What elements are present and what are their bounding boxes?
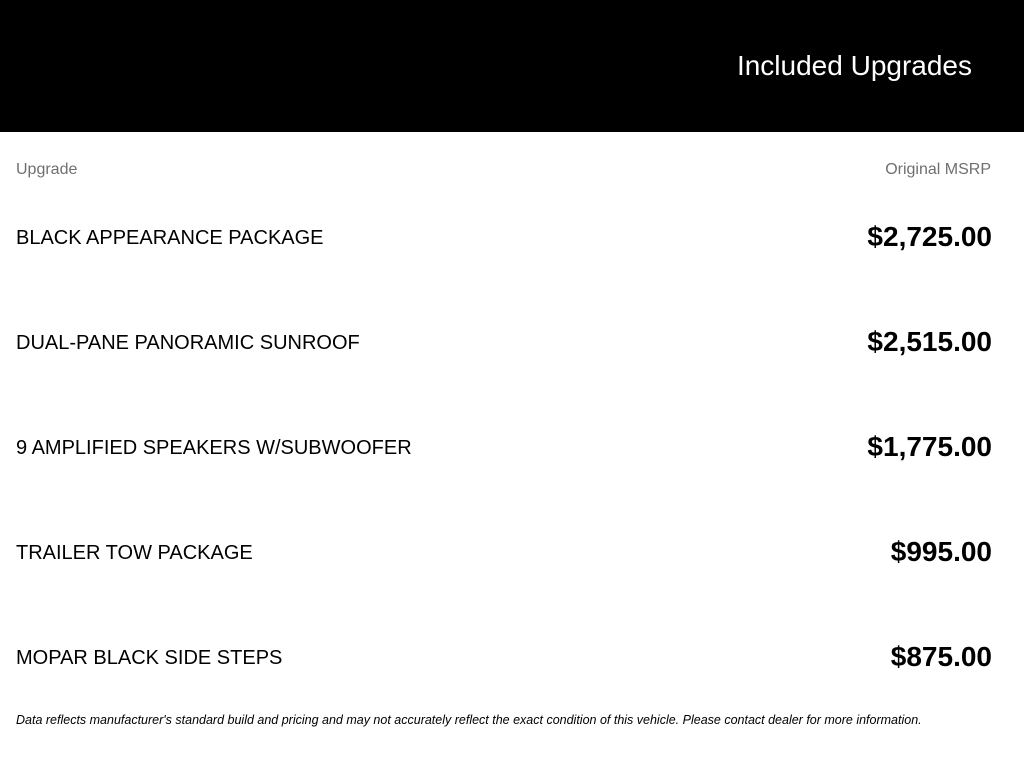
upgrade-name: BLACK APPEARANCE PACKAGE xyxy=(16,227,324,249)
upgrade-price: $2,725.00 xyxy=(867,221,992,252)
upgrade-price: $2,515.00 xyxy=(867,326,992,357)
page-title: Included Upgrades xyxy=(736,50,972,81)
upgrade-price: $1,775.00 xyxy=(867,431,992,462)
upgrade-price: $995.00 xyxy=(890,536,992,567)
upgrade-name: MOPAR BLACK SIDE STEPS xyxy=(16,647,283,669)
upgrade-row xyxy=(0,605,1024,710)
page-header xyxy=(0,0,1024,132)
upgrade-row xyxy=(0,290,1024,395)
upgrade-price: $875.00 xyxy=(890,641,992,672)
upgrade-row xyxy=(0,395,1024,500)
upgrade-name: 9 AMPLIFIED SPEAKERS W/SUBWOOFER xyxy=(16,437,412,459)
upgrade-name: TRAILER TOW PACKAGE xyxy=(16,542,253,564)
column-header-msrp: Original MSRP xyxy=(885,161,991,178)
upgrade-row xyxy=(0,500,1024,605)
upgrade-name: DUAL-PANE PANORAMIC SUNROOF xyxy=(16,332,360,354)
disclaimer-text: Data reflects manufacturer's standard build and pricing and may not accurately reflect the exact condition of this vehicle. Please contact dealer for more information. xyxy=(16,713,922,727)
upgrade-row xyxy=(0,185,1024,290)
column-header-upgrade: Upgrade xyxy=(16,161,78,178)
upgrades-list xyxy=(0,185,1024,710)
